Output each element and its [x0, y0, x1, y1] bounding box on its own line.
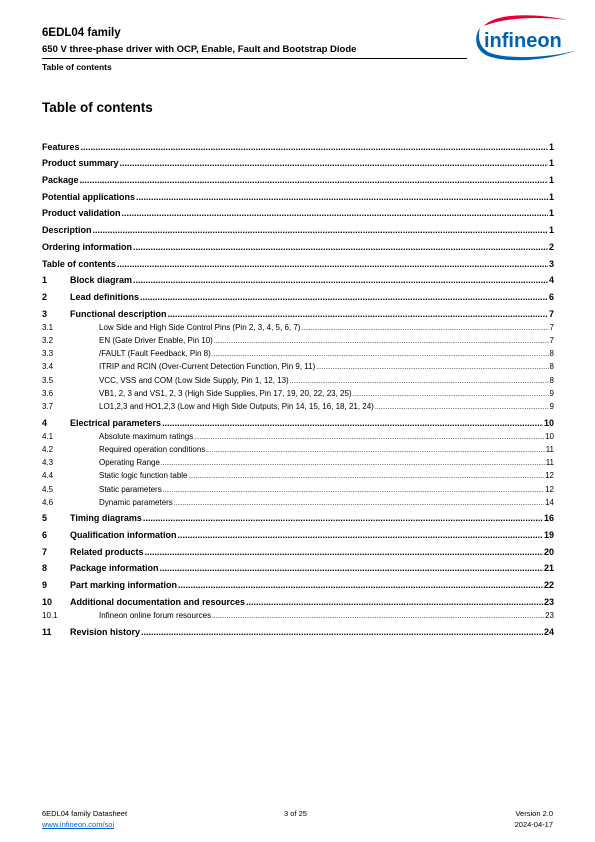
toc-entry-title: Dynamic parameters	[99, 497, 173, 507]
toc-dot-leader	[246, 597, 543, 607]
toc-entry-number: 3.3	[42, 349, 54, 359]
toc-entry-number: 3.4	[42, 362, 54, 372]
footer-doc-name: 6EDL04 family Datasheet	[42, 809, 128, 818]
toc-entry-page: 8	[549, 362, 554, 372]
toc-entry-page: 9	[549, 388, 554, 398]
toc-entry-number: 3.2	[42, 335, 54, 345]
toc-entry-page: 1	[548, 141, 554, 152]
header-doc-subtitle: 650 V three-phase driver with OCP, Enable, Fault and Bootstrap Diode	[42, 44, 357, 55]
toc-entry-page: 10	[543, 417, 554, 428]
toc-dot-leader	[143, 513, 543, 523]
footer-link[interactable]: www.infineon.com/soi	[42, 820, 115, 829]
toc-entry-title: Static parameters	[99, 484, 162, 494]
toc-entry[interactable]	[42, 428, 554, 441]
toc-entry-page: 20	[543, 546, 554, 557]
toc-entry[interactable]	[42, 590, 554, 607]
toc-entry-title: Package	[42, 175, 79, 186]
toc-dot-leader	[145, 547, 543, 557]
toc-entry[interactable]	[42, 269, 554, 286]
toc-entry-page: 7	[548, 308, 554, 319]
toc-entry-number: 6	[42, 530, 48, 541]
footer-version: Version 2.0	[515, 809, 553, 818]
toc-entry[interactable]	[42, 185, 554, 202]
toc-entry-number: 7	[42, 546, 48, 557]
toc-entry-page: 7	[549, 322, 554, 332]
toc-entry[interactable]	[42, 441, 554, 454]
toc-entry-number: 4.4	[42, 471, 54, 481]
header-section-name: Table of contents	[42, 62, 112, 72]
toc-entry[interactable]	[42, 319, 554, 332]
toc-entry-number: 5	[42, 513, 48, 524]
toc-entry[interactable]	[42, 467, 554, 480]
footer-date: 2024-04-17	[514, 820, 553, 829]
toc-entry[interactable]	[42, 454, 554, 467]
toc-dot-leader	[212, 351, 549, 358]
toc-entry-number: 1	[42, 275, 48, 286]
toc-entry-title: Required operation conditions	[99, 444, 206, 454]
toc-entry-number: 10	[42, 596, 53, 607]
toc-dot-leader	[290, 378, 549, 385]
toc-entry-title: Product validation	[42, 208, 121, 219]
toc-entry-title: Timing diagrams	[70, 513, 142, 524]
toc-entry[interactable]	[42, 540, 554, 557]
toc-entry-number: 4.5	[42, 484, 54, 494]
toc-entry-title: Qualification information	[70, 530, 177, 541]
toc-entry-page: 12	[545, 471, 554, 481]
toc-entry-page: 1	[548, 225, 554, 236]
toc-entry[interactable]	[42, 385, 554, 398]
toc-entry-number: 8	[42, 563, 48, 574]
toc-dot-leader	[194, 434, 544, 441]
toc-entry[interactable]	[42, 480, 554, 493]
toc-entry[interactable]	[42, 557, 554, 574]
toc-heading: Table of contents	[42, 100, 153, 115]
toc-dot-leader	[214, 338, 549, 345]
toc-entry[interactable]	[42, 607, 554, 620]
toc-dot-leader	[122, 208, 548, 218]
toc-entry-title: Description	[42, 225, 92, 236]
toc-entry-page: 9	[549, 401, 554, 411]
toc-entry-number: 4.3	[42, 458, 54, 468]
toc-dot-leader	[136, 192, 548, 202]
toc-entry-title: Table of contents	[42, 258, 116, 269]
toc-entry-page: 1	[548, 208, 554, 219]
toc-dot-leader	[81, 142, 548, 152]
toc-entry-title: Package information	[70, 563, 159, 574]
toc-dot-leader	[168, 309, 548, 319]
toc-entry-number: 4.6	[42, 497, 54, 507]
toc-entry-title: LO1,2,3 and HO1,2,3 (Low and High Side Outputs, Pin 14, 15, 16, 18, 21, 24)	[99, 401, 374, 411]
toc-entry[interactable]	[42, 371, 554, 384]
toc-entry-page: 8	[549, 349, 554, 359]
toc-entry-number: 4.1	[42, 431, 54, 441]
toc-entry-number: 11	[42, 626, 52, 637]
toc-entry[interactable]	[42, 252, 554, 269]
toc-dot-leader	[174, 500, 544, 507]
toc-dot-leader	[212, 613, 544, 620]
toc-entry-title: Infineon online forum resources	[99, 611, 212, 620]
toc-dot-leader	[133, 275, 548, 285]
toc-entry[interactable]	[42, 285, 554, 302]
toc-entry-page: 4	[548, 275, 554, 286]
toc-entry-page: 22	[543, 580, 554, 591]
table-of-contents	[42, 135, 554, 637]
toc-entry-title: Ordering information	[42, 241, 132, 252]
toc-entry[interactable]	[42, 302, 554, 319]
toc-entry-page: 1	[548, 175, 554, 186]
logo-swoosh	[484, 15, 568, 26]
toc-entry-title: Features	[42, 141, 80, 152]
toc-entry-number: 9	[42, 580, 48, 591]
toc-entry-page: 6	[548, 291, 554, 302]
toc-dot-leader	[301, 325, 548, 332]
toc-entry-title: ITRIP and RCIN (Over-Current Detection Function, Pin 9, 11)	[99, 362, 316, 372]
toc-entry-title: Functional description	[70, 308, 167, 319]
toc-dot-leader	[141, 627, 543, 637]
toc-dot-leader	[316, 364, 548, 371]
toc-entry-page: 14	[545, 497, 554, 507]
infineon-logo	[470, 14, 585, 62]
toc-entry-title: EN (Gate Driver Enable, Pin 10)	[99, 335, 213, 345]
toc-dot-leader	[206, 447, 544, 454]
toc-entry[interactable]	[42, 235, 554, 252]
toc-entry-page: 11	[545, 444, 554, 454]
toc-entry-title: Part marking information	[70, 580, 178, 591]
toc-dot-leader	[178, 580, 543, 590]
toc-entry-title: Low Side and High Side Control Pins (Pin 2, 3, 4, 5, 6, 7)	[99, 322, 301, 332]
toc-entry-page: 12	[545, 484, 554, 494]
toc-dot-leader	[189, 473, 545, 480]
toc-entry[interactable]	[42, 345, 554, 358]
toc-entry-number: 3.7	[42, 401, 54, 411]
toc-dot-leader	[375, 404, 549, 411]
toc-dot-leader	[178, 530, 543, 540]
toc-entry[interactable]	[42, 202, 554, 219]
toc-entry-number: 10.1	[42, 611, 58, 620]
toc-entry-title: /FAULT (Fault Feedback, Pin 8)	[99, 349, 211, 359]
toc-dot-leader	[140, 292, 548, 302]
toc-entry-page: 23	[545, 611, 554, 620]
toc-entry-title: Revision history	[70, 626, 141, 637]
toc-entry-page: 8	[549, 375, 554, 385]
toc-entry[interactable]	[42, 168, 554, 185]
header-doc-title: 6EDL04 family	[42, 27, 121, 39]
toc-entry-page: 10	[545, 431, 554, 441]
toc-entry-page: 1	[548, 191, 554, 202]
toc-entry-page: 1	[548, 158, 554, 169]
toc-dot-leader	[93, 225, 548, 235]
toc-entry-page: 19	[543, 530, 554, 541]
logo-wordmark: infineon	[484, 30, 562, 52]
header-rule	[42, 58, 467, 59]
toc-dot-leader	[133, 242, 548, 252]
toc-entry[interactable]	[42, 152, 554, 169]
toc-entry[interactable]	[42, 620, 554, 637]
toc-entry-page: 21	[543, 563, 554, 574]
toc-entry-number: 3	[42, 308, 48, 319]
toc-entry-title: Static logic function table	[99, 471, 188, 481]
toc-entry-page: 2	[548, 241, 554, 252]
toc-entry-number: 4.2	[42, 444, 54, 454]
toc-entry[interactable]	[42, 358, 554, 371]
toc-entry[interactable]	[42, 573, 554, 590]
toc-entry-title: VCC, VSS and COM (Low Side Supply, Pin 1, 12, 13)	[99, 375, 289, 385]
toc-entry[interactable]	[42, 411, 554, 428]
toc-entry-page: 11	[545, 458, 554, 468]
footer-page-info: 3 of 25	[284, 809, 307, 818]
toc-entry[interactable]	[42, 218, 554, 235]
toc-dot-leader	[163, 487, 544, 494]
toc-entry-number: 3.5	[42, 375, 54, 385]
toc-dot-leader	[162, 418, 543, 428]
toc-dot-leader	[160, 563, 543, 573]
toc-dot-leader	[161, 460, 545, 467]
toc-entry-number: 3.6	[42, 388, 54, 398]
toc-dot-leader	[353, 391, 549, 398]
toc-entry[interactable]	[42, 523, 554, 540]
toc-entry-page: 24	[543, 626, 554, 637]
toc-dot-leader	[117, 259, 548, 269]
toc-entry-page: 23	[543, 596, 554, 607]
toc-entry-title: Product summary	[42, 158, 119, 169]
toc-entry-title: Lead definitions	[70, 291, 140, 302]
toc-entry-title: VB1, 2, 3 and VS1, 2, 3 (High Side Supplies, Pin 17, 19, 20, 22, 23, 25)	[99, 388, 352, 398]
toc-entry-page: 16	[543, 513, 554, 524]
toc-entry[interactable]	[42, 332, 554, 345]
toc-entry-title: Operating Range	[99, 458, 160, 468]
toc-dot-leader	[120, 158, 548, 168]
toc-entry-title: Absolute maximum ratings	[99, 431, 194, 441]
toc-entry[interactable]	[42, 398, 554, 411]
toc-entry[interactable]	[42, 135, 554, 152]
toc-entry[interactable]	[42, 494, 554, 507]
toc-dot-leader	[80, 175, 548, 185]
toc-entry-number: 2	[42, 291, 48, 302]
toc-entry-title: Block diagram	[70, 275, 133, 286]
toc-entry-title: Potential applications	[42, 191, 136, 202]
toc-entry-number: 3.1	[42, 322, 54, 332]
toc-entry-page: 7	[549, 335, 554, 345]
toc-entry-page: 3	[548, 258, 554, 269]
toc-entry-title: Additional documentation and resources	[70, 596, 246, 607]
toc-entry[interactable]	[42, 507, 554, 524]
toc-entry-title: Related products	[70, 546, 144, 557]
toc-entry-title: Electrical parameters	[70, 417, 162, 428]
toc-entry-number: 4	[42, 417, 48, 428]
